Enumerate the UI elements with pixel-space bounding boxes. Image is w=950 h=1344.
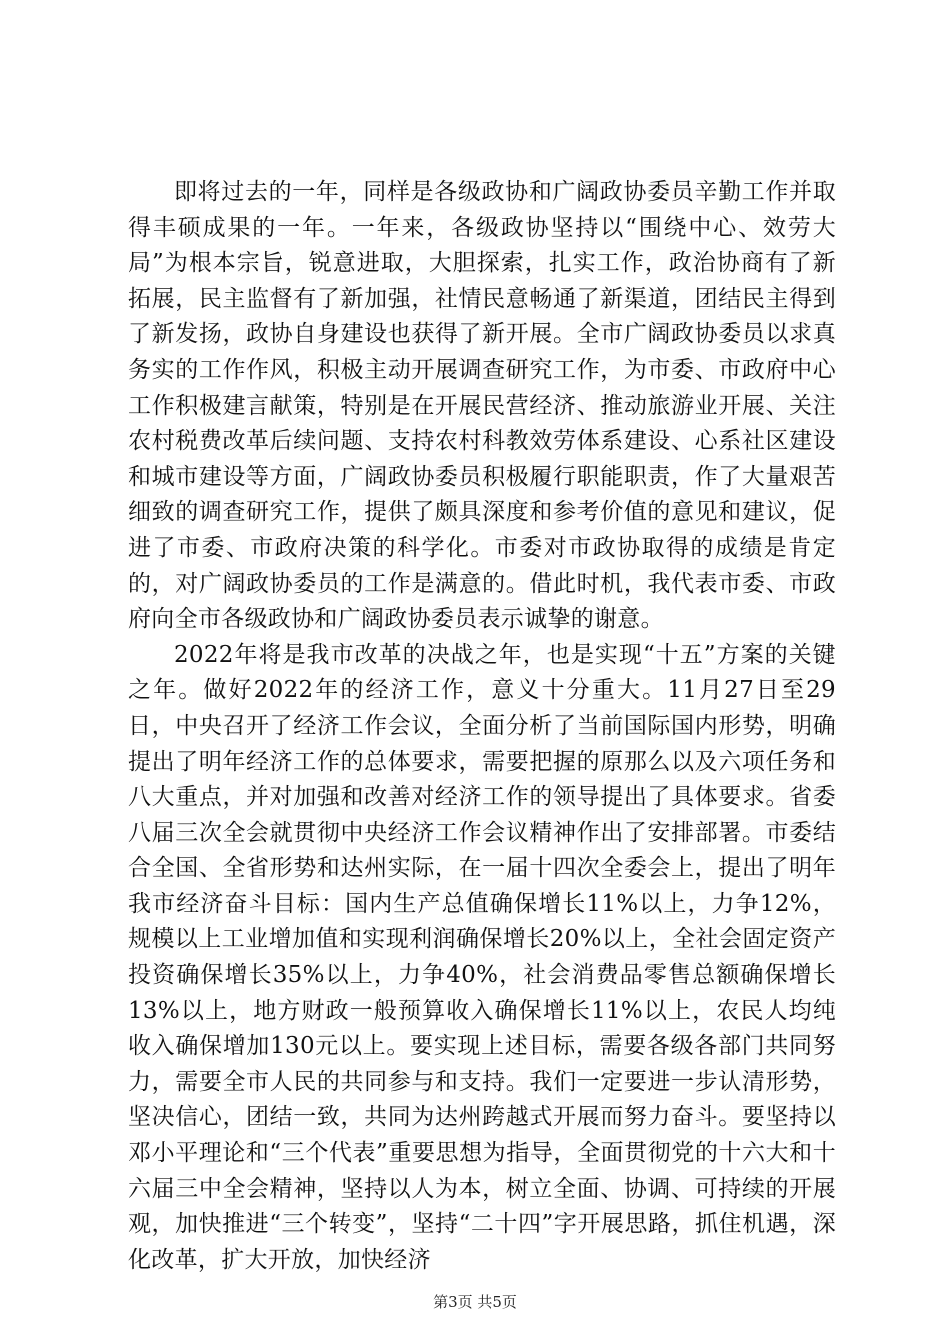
page-footer: 第3页 共5页 <box>433 1293 517 1311</box>
document-body <box>128 175 836 1278</box>
paragraph-2: 2022年将是我市改革的决战之年，也是实现“十五”方案的关键之年。做好2022年的经济工作，意义十分重大。11月27日至29日，中央召开了经济工作会议，全面分析了当前国际国内形势，明确提出了明年经济工作的总体要求，需要把握的原那么以及六项任务和八大重点，并对加强和改善对经济工作的领导提出了具体要求。省委八届三次全会就贯彻中央经济工作会议精神作出了安排部署。市委结合全国、全省形势和达州实际，在一届十四次全委会上，提出了明年我市经济奋斗目标：国内生产总值确保增长11%以上，力争12%，规模以上工业增加值和实现利润确保增长20%以上，全社会固定资产投资确保增长35%以上，力争40%，社会消费品零售总额确保增长13%以上，地方财政一般预算收入确保增长11%以上，农民人均纯收入确保增加130元以上。要实现上述目标，需要各级各部门共同努力，需要全市人民的共同参与和支持。我们一定要进一步认清形势，坚决信心，团结一致，共同为达州跨越式开展而努力奋斗。要坚持以邓小平理论和“三个代表”重要思想为指导，全面贯彻党的十六大和十六届三中全会精神，坚持以人为本，树立全面、协调、可持续的开展观，加快推进“三个转变”，坚持“二十四”字开展思路，抓住机遇，深化改革，扩大开放，加快经济 <box>128 641 836 1273</box>
paragraph-1: 即将过去的一年，同样是各级政协和广阔政协委员辛勤工作并取得丰硕成果的一年。一年来，各级政协坚持以“围绕中心、效劳大局”为根本宗旨，锐意进取，大胆探索，扎实工作，政治协商有了新拓展，民主监督有了新加强，社情民意畅通了新渠道，团结民主得到了新发扬，政协自身建设也获得了新开展。全市广阔政协委员以求真务实的工作作风，积极主动开展调查研究工作，为市委、市政府中心工作积极建言献策，特别是在开展民营经济、推动旅游业开展、关注农村税费改革后续问题、支持农村科教效劳体系建设、心系社区建设和城市建设等方面，广阔政协委员积极履行职能职责，作了大量艰苦细致的调查研究工作，提供了颇具深度和参考价值的意见和建议，促进了市委、市政府决策的科学化。市委对市政协取得的成绩是肯定的，对广阔政协委员的工作是满意的。借此时机，我代表市委、市政府向全市各级政协和广阔政协委员表示诚挚的谢意。 <box>128 179 836 633</box>
